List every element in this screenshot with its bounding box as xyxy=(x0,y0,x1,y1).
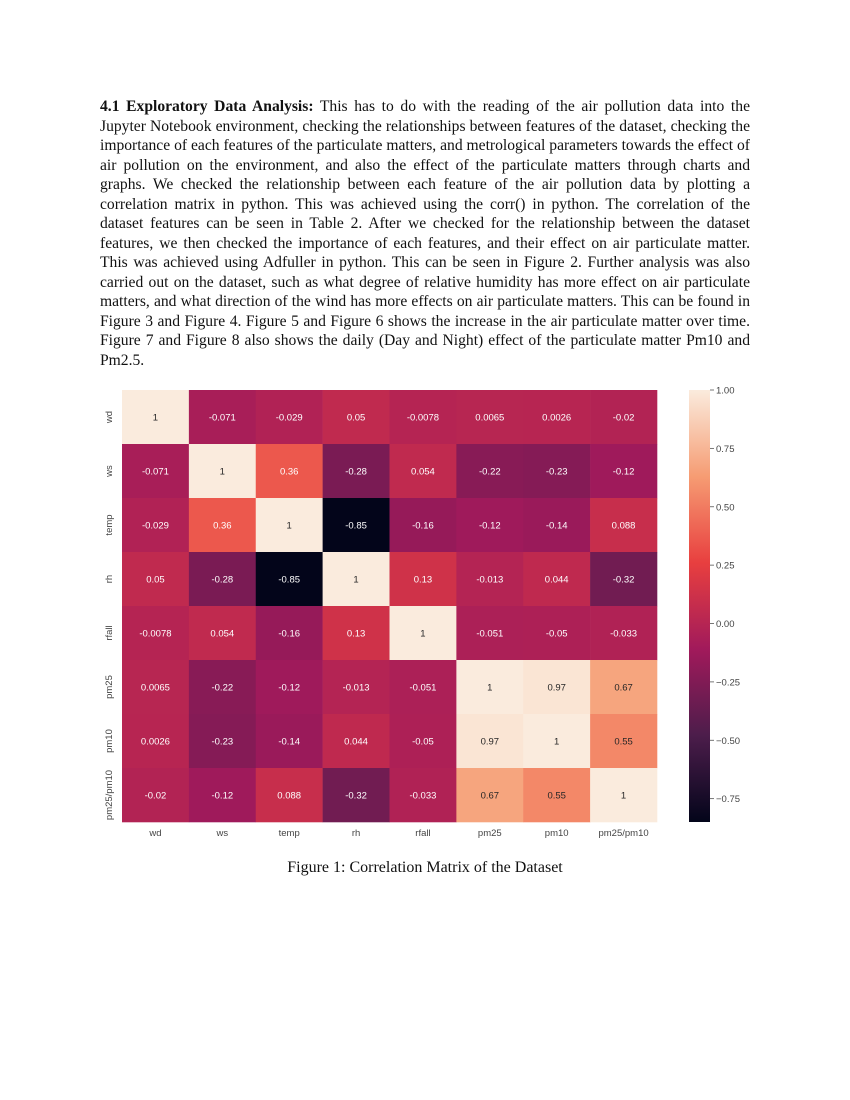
heatmap-cell-value: -0.033 xyxy=(610,628,638,640)
heatmap-cell-value: 1 xyxy=(420,628,426,640)
heatmap-cell-value: -0.12 xyxy=(211,790,234,802)
colorbar-gradient xyxy=(689,390,710,822)
colorbar-tick-label: 1.00 xyxy=(716,385,735,397)
y-axis-labels xyxy=(104,411,115,820)
heatmap-cell-value: 1 xyxy=(286,520,292,532)
heatmap-cell-value: -0.16 xyxy=(412,520,434,532)
heatmap-cell-value: -0.033 xyxy=(409,790,437,802)
heatmap-cell-value: 1 xyxy=(219,466,225,478)
colorbar-tick-label: −0.50 xyxy=(716,735,741,747)
colorbar-tick-label: 0.25 xyxy=(716,560,735,572)
heatmap-cell-value: -0.013 xyxy=(342,682,370,694)
heatmap-cell-value: 1 xyxy=(152,412,159,424)
heatmap-cell-value: 0.044 xyxy=(544,574,569,586)
heatmap-cell-value: -0.23 xyxy=(545,466,568,478)
heatmap-cell-value: -0.0078 xyxy=(139,628,172,640)
heatmap-cell-value: 0.0065 xyxy=(475,412,505,424)
heatmap-cell-value: -0.051 xyxy=(476,628,504,640)
x-tick-label: pm25/pm10 xyxy=(598,828,649,839)
x-tick-label: temp xyxy=(278,828,300,839)
heatmap-cell-value: 0.05 xyxy=(146,574,165,586)
heatmap-cell-value: -0.14 xyxy=(545,520,568,532)
x-tick-label: rh xyxy=(351,828,361,839)
heatmap-cell-value: 0.13 xyxy=(346,628,366,640)
colorbar-tick-label: −0.75 xyxy=(716,794,741,806)
heatmap-cell-value: 1 xyxy=(353,574,359,586)
heatmap-cell-value: -0.85 xyxy=(345,520,367,532)
heatmap-cell-value: 0.13 xyxy=(413,574,433,586)
heatmap-cell-value: 0.36 xyxy=(279,466,299,478)
heatmap-cell-value: -0.22 xyxy=(478,466,501,478)
heatmap-cell-value: 1 xyxy=(554,736,560,748)
heatmap-cell-value: 0.36 xyxy=(213,520,232,532)
heatmap-cell-value: 0.97 xyxy=(547,682,566,694)
x-tick-label: rfall xyxy=(415,828,431,839)
y-tick-label: rh xyxy=(104,574,115,584)
heatmap-cell-value: -0.22 xyxy=(211,682,234,694)
heatmap-cell-value: -0.013 xyxy=(476,574,504,586)
heatmap-cell-value: -0.12 xyxy=(612,466,635,478)
heatmap-cell-value: 0.0026 xyxy=(542,412,572,424)
heatmap-cell-value: 0.0026 xyxy=(140,736,170,748)
colorbar-tick-label: 0.50 xyxy=(716,502,735,514)
figure-caption: Figure 1: Correlation Matrix of the Dataset xyxy=(287,859,563,876)
y-tick-label: rfall xyxy=(104,625,115,641)
heatmap-cell-value: 0.67 xyxy=(614,682,633,694)
heatmap-cell-value: 0.67 xyxy=(480,790,500,802)
y-tick-label: wd xyxy=(104,410,115,424)
colorbar-tick-label: −0.25 xyxy=(716,677,741,689)
heatmap-cell-value: -0.071 xyxy=(208,412,236,424)
x-axis-labels xyxy=(148,828,648,839)
heatmap-cell-value: -0.32 xyxy=(612,574,635,586)
colorbar xyxy=(689,386,740,823)
section-heading: 4.1 Exploratory Data Analysis: xyxy=(100,98,314,115)
heatmap-cell-value: 0.054 xyxy=(411,466,435,478)
heatmap-cell-value: 0.05 xyxy=(346,412,366,424)
y-tick-label: pm25 xyxy=(104,675,115,699)
heatmap-cell-value: -0.28 xyxy=(211,574,234,586)
section-body: This has to do with the reading of the air pollution data into the Jupyter Notebook environment, checking the relationships between features of the dataset, checking the importance of each features of the particulate matters, and metrological parameters towards the effect of air pollution on the environment, and also the effect of the particulate matters through charts and graphs. We checked the relationship between each feature of the air pollution data by plotting a correlation matrix in python. This was achieved using the corr() in python. The correlation of the dataset features can be seen in Table 2. After we checked for the relationship between the dataset features, we then checked the importance of each features, and their effect on air particulate matter. This was achieved using Adfuller in python. This can be seen in Figure 2. Further analysis was also carried out on the dataset, such as what degree of relative humidity has more effect on air particulate matters, and what direction of the wind has more effects on air particulate matters. This can be found in Figure 3 and Figure 4. Figure 5 and Figure 6 shows the increase in the air particulate matter over time. Figure 7 and Figure 8 also shows the daily (Day and Night) effect of the particulate matter Pm10 and Pm2.5. xyxy=(100,98,750,369)
y-tick-label: temp xyxy=(104,514,115,536)
heatmap-cell-value: 0.97 xyxy=(480,736,500,748)
colorbar-tick-label: 0.75 xyxy=(716,443,735,455)
x-tick-label: pm10 xyxy=(544,828,569,839)
heatmap-cell-value: -0.28 xyxy=(345,466,367,478)
heatmap-cells xyxy=(122,390,657,822)
y-tick-label: pm10 xyxy=(104,729,115,753)
colorbar-tick-label: 0.00 xyxy=(716,619,735,631)
heatmap-cell-value: 0.088 xyxy=(277,790,302,802)
heatmap-cell-value: 0.088 xyxy=(611,520,636,532)
x-tick-label: ws xyxy=(216,828,229,839)
x-tick-label: pm25 xyxy=(477,828,502,839)
heatmap-cell-value: -0.16 xyxy=(278,628,301,640)
x-tick-label: wd xyxy=(149,828,162,839)
heatmap-cell-value: -0.02 xyxy=(612,412,635,424)
heatmap-cell-value: -0.23 xyxy=(211,736,234,748)
y-tick-label: pm25/pm10 xyxy=(104,769,115,821)
heatmap-cell-value: 0.0065 xyxy=(140,682,170,694)
heatmap-cell-value: -0.12 xyxy=(278,682,301,694)
heatmap-cell-value: -0.85 xyxy=(278,574,301,586)
heatmap-cell-value: -0.12 xyxy=(478,520,501,532)
heatmap-cell-value: 0.044 xyxy=(344,736,368,748)
heatmap-cell-value: 0.55 xyxy=(547,790,566,802)
heatmap-cell-value: -0.071 xyxy=(141,466,169,478)
heatmap-cell-value: 0.054 xyxy=(210,628,235,640)
heatmap-cell-value: -0.02 xyxy=(144,790,167,802)
heatmap-cell-value: -0.14 xyxy=(278,736,301,748)
heatmap-cell-value: -0.029 xyxy=(275,412,303,424)
heatmap-cell-value: -0.0078 xyxy=(406,412,440,424)
heatmap-cell-value: -0.051 xyxy=(409,682,437,694)
heatmap-cell-value: 0.55 xyxy=(614,736,633,748)
heatmap-cell-value: -0.32 xyxy=(345,790,367,802)
heatmap-cell-value: -0.029 xyxy=(141,520,169,532)
heatmap-cell-value: 1 xyxy=(620,790,627,802)
heatmap-cell-value: -0.05 xyxy=(412,736,434,748)
heatmap-cell-value: -0.05 xyxy=(545,628,568,640)
y-tick-label: ws xyxy=(104,465,115,477)
heatmap-cell-value: 1 xyxy=(487,682,493,694)
